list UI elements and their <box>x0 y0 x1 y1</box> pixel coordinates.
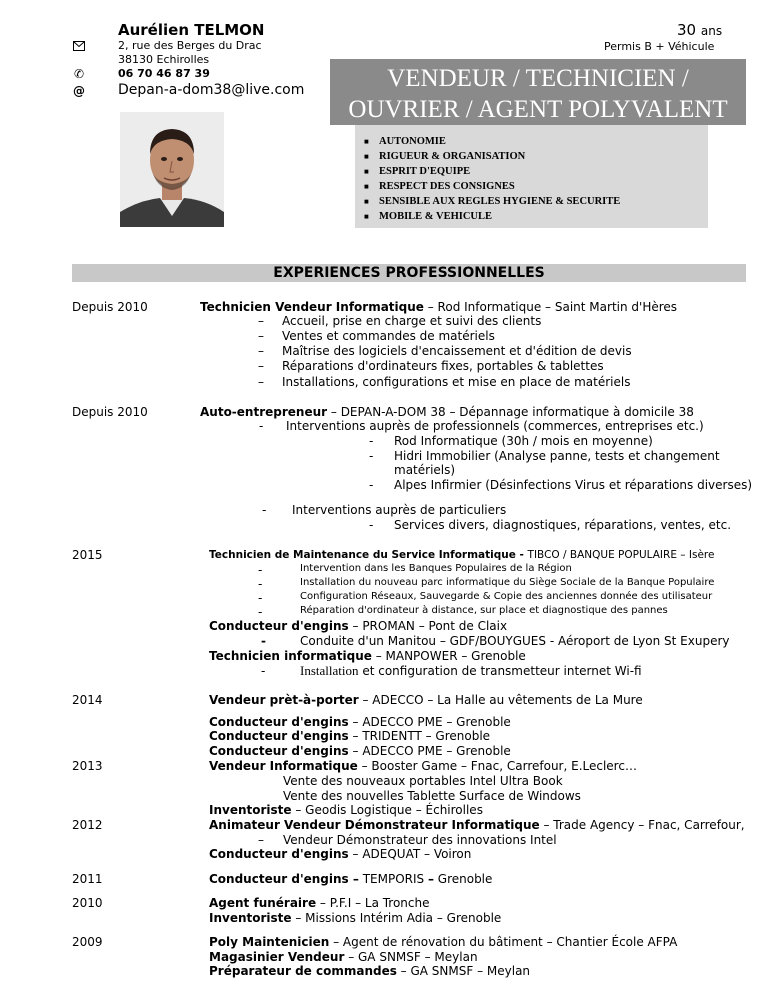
job-entry: Conducteur d'engins – ADECCO PME – Grenoble <box>209 715 511 729</box>
date-label: 2012 <box>72 818 103 832</box>
task-item: Conduite d'un Manitou – GDF/BOUYGUES - Aéroport de Lyon St Exupery <box>300 634 730 648</box>
quality-item: ■ AUTONOMIE <box>364 136 446 147</box>
task-item: Accueil, prise en charge et suivi des clients <box>282 314 542 328</box>
candidate-name: Aurélien TELMON <box>118 21 265 39</box>
age-value: 30 <box>677 21 697 39</box>
envelope-icon <box>72 40 86 54</box>
task-item: Réparation d'ordinateur à distance, sur place et diagnostique des pannes <box>300 605 668 616</box>
date-label: 2013 <box>72 759 103 773</box>
job-entry: Technicien Vendeur Informatique – Rod Informatique – Saint Martin d'Hères <box>200 300 678 314</box>
dash-bullet: - <box>258 577 263 591</box>
square-bullet-icon: ■ <box>364 197 369 206</box>
job-title-banner <box>330 59 746 125</box>
job-entry: Agent funéraire – P.F.I – La Tronche <box>209 896 430 910</box>
phone-icon: ✆ <box>73 67 85 81</box>
job-entry: Préparateur de commandes – GA SNMSF – Meylan <box>209 964 531 978</box>
dash-bullet: – <box>258 359 264 373</box>
dash-bullet: – <box>258 344 264 358</box>
dash-bullet: – <box>258 314 264 328</box>
age-unit: ans <box>700 24 723 38</box>
job-entry: Conducteur d'engins – TRIDENTT – Grenoble <box>209 729 491 743</box>
dash-bullet: - <box>261 664 266 678</box>
client-item-continued: matériels) <box>394 463 456 477</box>
job-entry: Inventoriste – Missions Intérim Adia – Grenoble <box>209 911 502 925</box>
date-label: 2011 <box>72 872 103 886</box>
dash-bullet: – <box>258 375 264 389</box>
date-label: 2015 <box>72 548 103 562</box>
client-item: Hidri Immobilier (Analyse panne, tests et changement <box>394 449 720 463</box>
at-icon: @ <box>73 84 85 98</box>
dash-bullet: – <box>258 833 264 847</box>
task-item: Vente des nouvelles Tablette Surface de Windows <box>283 789 581 803</box>
square-bullet-icon: ■ <box>364 137 369 146</box>
job-entry: Inventoriste – Geodis Logistique – Échirolles <box>209 803 483 817</box>
job-entry: Vendeur Informatique – Booster Game – Fnac, Carrefour, E.Leclerc… <box>209 759 637 773</box>
job-entry: Conducteur d'engins – PROMAN – Pont de Claix <box>209 619 508 633</box>
date-label: 2009 <box>72 935 103 949</box>
job-entry: Conducteur d'engins – ADECCO PME – Grenoble <box>209 744 511 758</box>
profile-photo <box>120 112 224 227</box>
dash-bullet: - <box>369 518 374 532</box>
job-entry: Magasinier Vendeur – GA SNMSF – Meylan <box>209 950 478 964</box>
task-item: Vendeur Démonstrateur des innovations Intel <box>283 833 557 847</box>
task-item: Intervention dans les Banques Populaires de la Région <box>300 563 572 574</box>
job-entry: Vendeur prèt-à-porter – ADECCO – La Halle au vêtements de La Mure <box>209 693 643 707</box>
dash-bullet: - <box>261 634 266 648</box>
job-entry: Conducteur d'engins – TEMPORIS – Grenoble <box>209 872 493 886</box>
task-item: Configuration Réseaux, Sauvegarde & Copie des anciennes donnée des utilisateur <box>300 591 713 602</box>
address-line1: 2, rue des Berges du Drac <box>118 39 262 52</box>
dash-bullet: - <box>369 449 374 463</box>
task-item: Maîtrise des logiciels d'encaissement et d'édition de devis <box>282 344 632 358</box>
square-bullet-icon: ■ <box>364 167 369 176</box>
task-item: Interventions auprès de professionnels (commerces, entreprises etc.) <box>286 419 704 433</box>
job-entry: Poly Maintenicien – Agent de rénovation du bâtiment – Chantier École AFPA <box>209 935 678 949</box>
dash-bullet: - <box>369 434 374 448</box>
client-item: Rod Informatique (30h / mois en moyenne) <box>394 434 653 448</box>
driving-license: Permis B + Véhicule <box>604 40 715 53</box>
date-label: Depuis 2010 <box>72 405 148 419</box>
square-bullet-icon: ■ <box>364 152 369 161</box>
task-item: Vente des nouveaux portables Intel Ultra Book <box>283 774 563 788</box>
task-item: Ventes et commandes de matériels <box>282 329 495 343</box>
qualities-box <box>355 125 708 228</box>
job-entry: Auto-entrepreneur – DEPAN-A-DOM 38 – Dépannage informatique à domicile 38 <box>200 405 694 419</box>
date-label: 2014 <box>72 693 103 707</box>
client-item: Alpes Infirmier (Désinfections Virus et réparations diverses) <box>394 478 753 492</box>
quality-item: ■ RESPECT DES CONSIGNES <box>364 181 515 192</box>
quality-item: ■ SENSIBLE AUX REGLES HYGIENE & SECURITE <box>364 196 621 207</box>
date-label: 2010 <box>72 896 103 910</box>
dash-bullet: - <box>369 478 374 492</box>
task-item: Installation et configuration de transmetteur internet Wi-fi <box>300 663 642 678</box>
dash-bullet: – <box>258 329 264 343</box>
address-line2: 38130 Echirolles <box>118 53 210 66</box>
age <box>677 21 722 39</box>
dash-bullet: - <box>262 503 267 517</box>
dash-bullet: - <box>259 419 264 433</box>
client-item: Services divers, diagnostiques, réparations, ventes, etc. <box>394 518 732 532</box>
date-label: Depuis 2010 <box>72 300 148 314</box>
section-title: EXPERIENCES PROFESSIONNELLES <box>72 264 746 282</box>
task-item: Interventions auprès de particuliers <box>292 503 507 517</box>
job-title-line1: VENDEUR / TECHNICIEN / <box>387 65 689 92</box>
job-entry: Animateur Vendeur Démonstrateur Informatique – Trade Agency – Fnac, Carrefour, <box>209 818 745 832</box>
dash-bullet: - <box>258 605 263 619</box>
quality-item: ■ MOBILE & VEHICULE <box>364 211 492 222</box>
job-entry: Technicien de Maintenance du Service Informatique - TIBCO / BANQUE POPULAIRE – Isère <box>209 549 715 561</box>
quality-item: ■ RIGUEUR & ORGANISATION <box>364 151 526 162</box>
job-entry: Conducteur d'engins – ADEQUAT – Voiron <box>209 847 472 861</box>
task-item: Installations, configurations et mise en place de matériels <box>282 375 631 389</box>
job-title-line2: OUVRIER / AGENT POLYVALENT <box>348 96 728 123</box>
dash-bullet: - <box>258 591 263 605</box>
email-address: Depan-a-dom38@live.com <box>118 82 305 98</box>
task-item: Installation du nouveau parc informatique du Siège Sociale de la Banque Populaire <box>300 577 715 588</box>
quality-item: ■ ESPRIT D'EQUIPE <box>364 166 471 177</box>
square-bullet-icon: ■ <box>364 182 369 191</box>
dash-bullet: - <box>258 563 263 577</box>
task-item: Réparations d'ordinateurs fixes, portables & tablettes <box>282 359 604 373</box>
square-bullet-icon: ■ <box>364 212 369 221</box>
job-entry: Technicien informatique – MANPOWER – Grenoble <box>209 649 526 663</box>
phone-number: 06 70 46 87 39 <box>118 67 210 80</box>
